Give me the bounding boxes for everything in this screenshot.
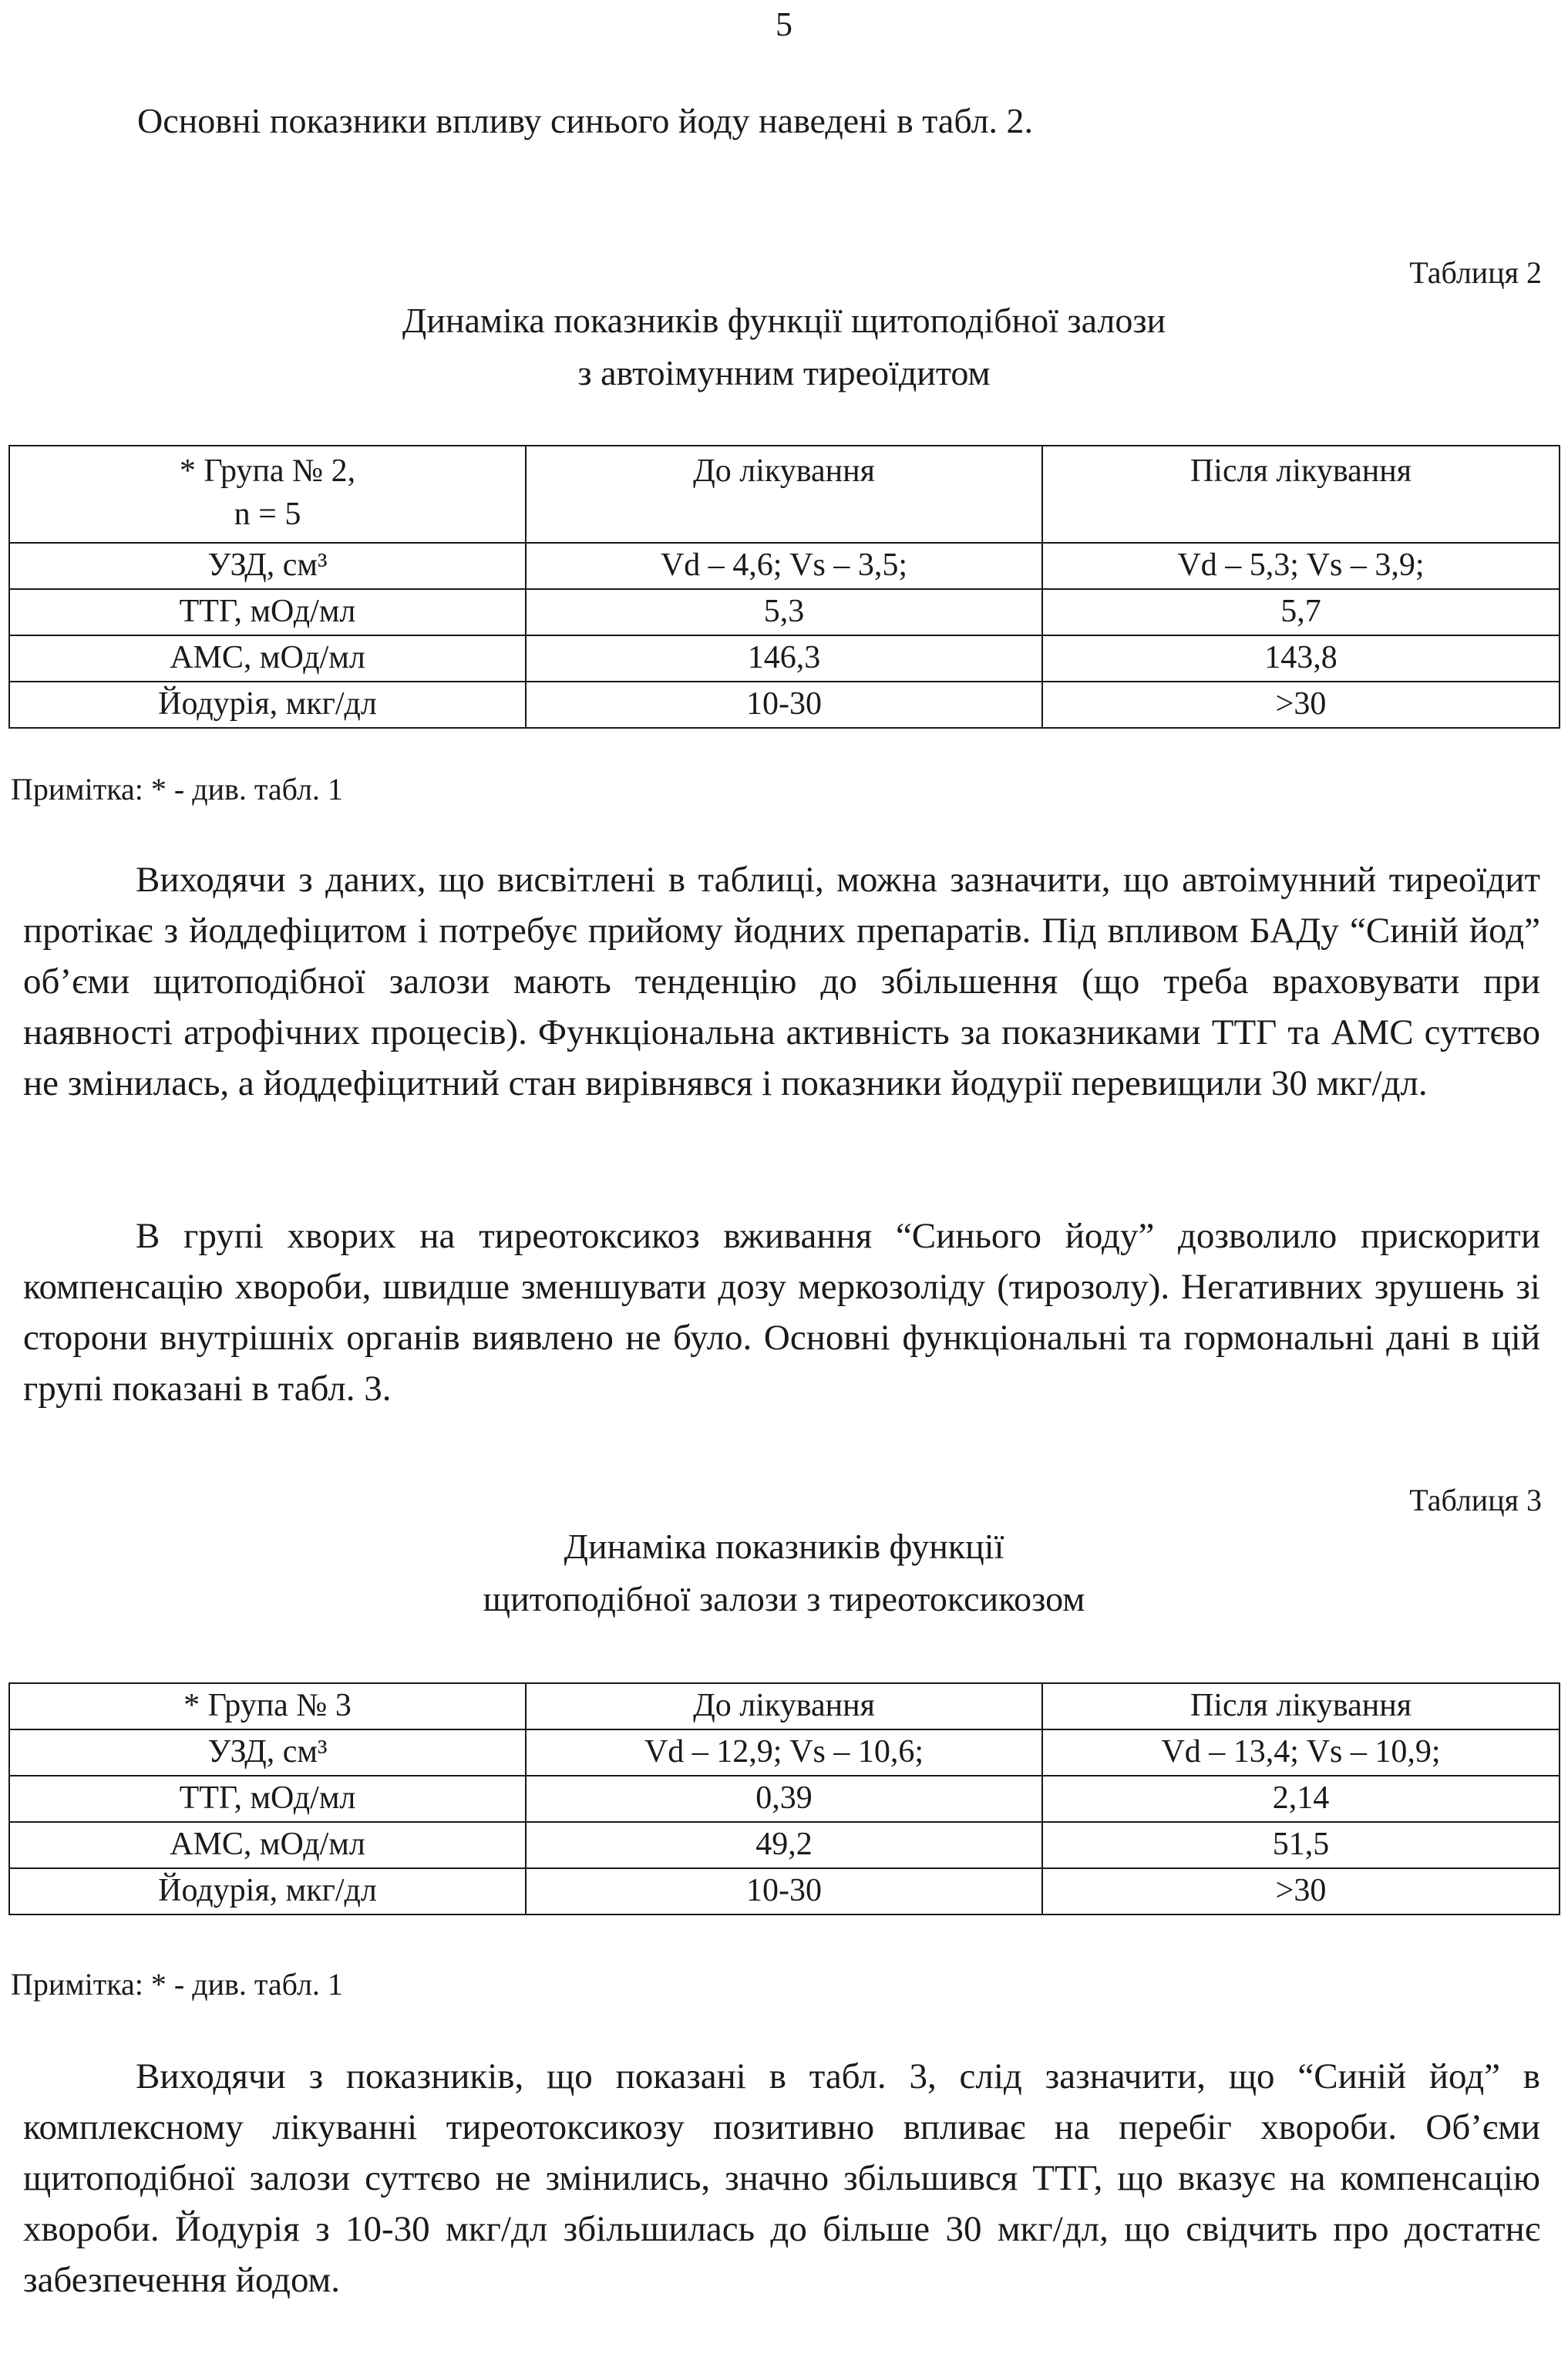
table2-title	[0, 295, 1568, 399]
table2-row-label: АМС, мОд/мл	[9, 635, 526, 682]
paragraph-1-text: Виходячи з даних, що висвітлені в таблиці, можна зазначити, що автоімунний тиреоїдит протікає з йоддефіцитом і потребує прийому йодних препаратів. Під впливом БАДу “Синій йод” об’єми щитоподібної залози мають тенденцію до збільшення (що треба враховувати при наявності атрофічних процесів). Функціональна активність за показниками ТТГ та АМС суттєво не змінилась, а йоддефіцитний стан вирівнявся і показники йодурії перевищили 30 мкг/дл.	[23, 860, 1540, 1103]
table2-title-line1: Динаміка показників функції щитоподібної залози	[402, 301, 1166, 340]
paragraph-2	[23, 1211, 1540, 1414]
table2-row-after: 5,7	[1042, 589, 1560, 635]
table3-row-after: 2,14	[1042, 1776, 1560, 1822]
table3-row-before: 49,2	[526, 1822, 1042, 1868]
table-row	[9, 1822, 1560, 1868]
table3-header-before: До лікування	[526, 1683, 1042, 1729]
table3-row-label: УЗД, см³	[9, 1729, 526, 1776]
table3	[8, 1682, 1560, 1915]
table-row	[9, 1776, 1560, 1822]
table3-row-before: 10-30	[526, 1868, 1042, 1915]
table2-header-group-line1: * Група № 2,	[179, 453, 356, 489]
paragraph-3-text: Виходячи з показників, що показані в табл. 3, слід зазначити, що “Синій йод” в комплексному лікуванні тиреотоксикозу позитивно впливає на перебіг хвороби. Об’єми щитоподібної залози суттєво не змінились, значно збільшився ТТГ, що вказує на компенсацію хвороби. Йодурія з 10-30 мкг/дл збільшилась до більше 30 мкг/дл, що свідчить про достатнє забезпечення йодом.	[23, 2056, 1540, 2300]
table2-title-line2: з автоімунним тиреоїдитом	[577, 353, 991, 392]
table2-row-before: 10-30	[526, 682, 1042, 728]
table3-row-after: >30	[1042, 1868, 1560, 1915]
table-row	[9, 635, 1560, 682]
paragraph-2-text: В групі хворих на тиреотоксикоз вживання “Синього йоду” дозволило прискорити компенсацію хвороби, швидше зменшувати дозу меркозоліду (тирозолу). Негативних зрушень зі сторони внутрішніх органів виявлено не було. Основні функціональні та гормональні дані в цій групі показані в табл. 3.	[23, 1216, 1540, 1409]
intro-sentence: Основні показники впливу синього йоду наведені в табл. 2.	[137, 101, 1034, 140]
table3-title-line1: Динаміка показників функції	[564, 1527, 1004, 1566]
table2-row-before: 5,3	[526, 589, 1042, 635]
table2-header-after: Після лікування	[1042, 446, 1560, 543]
table-row	[9, 1729, 1560, 1776]
table2-row-after: 143,8	[1042, 635, 1560, 682]
table3-row-label: АМС, мОд/мл	[9, 1822, 526, 1868]
table2-header-group	[9, 446, 526, 543]
table2-row-label: Йодурія, мкг/дл	[9, 682, 526, 728]
paragraph-1	[23, 854, 1540, 1109]
table-row	[9, 543, 1560, 589]
table2-row-before: Vd – 4,6; Vs – 3,5;	[526, 543, 1042, 589]
table3-row-before: Vd – 12,9; Vs – 10,6;	[526, 1729, 1042, 1776]
table3-row-label: Йодурія, мкг/дл	[9, 1868, 526, 1915]
table3-header-row	[9, 1683, 1560, 1729]
table2-row-after: >30	[1042, 682, 1560, 728]
table3-row-label: ТТГ, мОд/мл	[9, 1776, 526, 1822]
page-number: 5	[776, 5, 792, 43]
table2-row-after: Vd – 5,3; Vs – 3,9;	[1042, 543, 1560, 589]
table2-header-row	[9, 446, 1560, 543]
table3-row-before: 0,39	[526, 1776, 1042, 1822]
paragraph-3	[23, 2051, 1540, 2305]
table2-note: Примітка: * - див. табл. 1	[11, 772, 343, 807]
table3-title-line2: щитоподібної залози з тиреотоксикозом	[483, 1579, 1085, 1618]
table-row	[9, 1868, 1560, 1915]
table2-header-group-line2: n = 5	[234, 497, 301, 532]
table3-header-after: Після лікування	[1042, 1683, 1560, 1729]
table3-header-group: * Група № 3	[9, 1683, 526, 1729]
table2-row-label: УЗД, см³	[9, 543, 526, 589]
table3-note: Примітка: * - див. табл. 1	[11, 1967, 343, 2002]
table3-row-after: Vd – 13,4; Vs – 10,9;	[1042, 1729, 1560, 1776]
table-row	[9, 589, 1560, 635]
table2-row-before: 146,3	[526, 635, 1042, 682]
table2-label: Таблиця 2	[1409, 255, 1542, 290]
table2	[8, 445, 1560, 729]
table3-title	[0, 1521, 1568, 1625]
table3-label: Таблиця 3	[1409, 1483, 1542, 1517]
table3-row-after: 51,5	[1042, 1822, 1560, 1868]
table2-row-label: ТТГ, мОд/мл	[9, 589, 526, 635]
table-row	[9, 682, 1560, 728]
table2-header-before: До лікування	[526, 446, 1042, 543]
